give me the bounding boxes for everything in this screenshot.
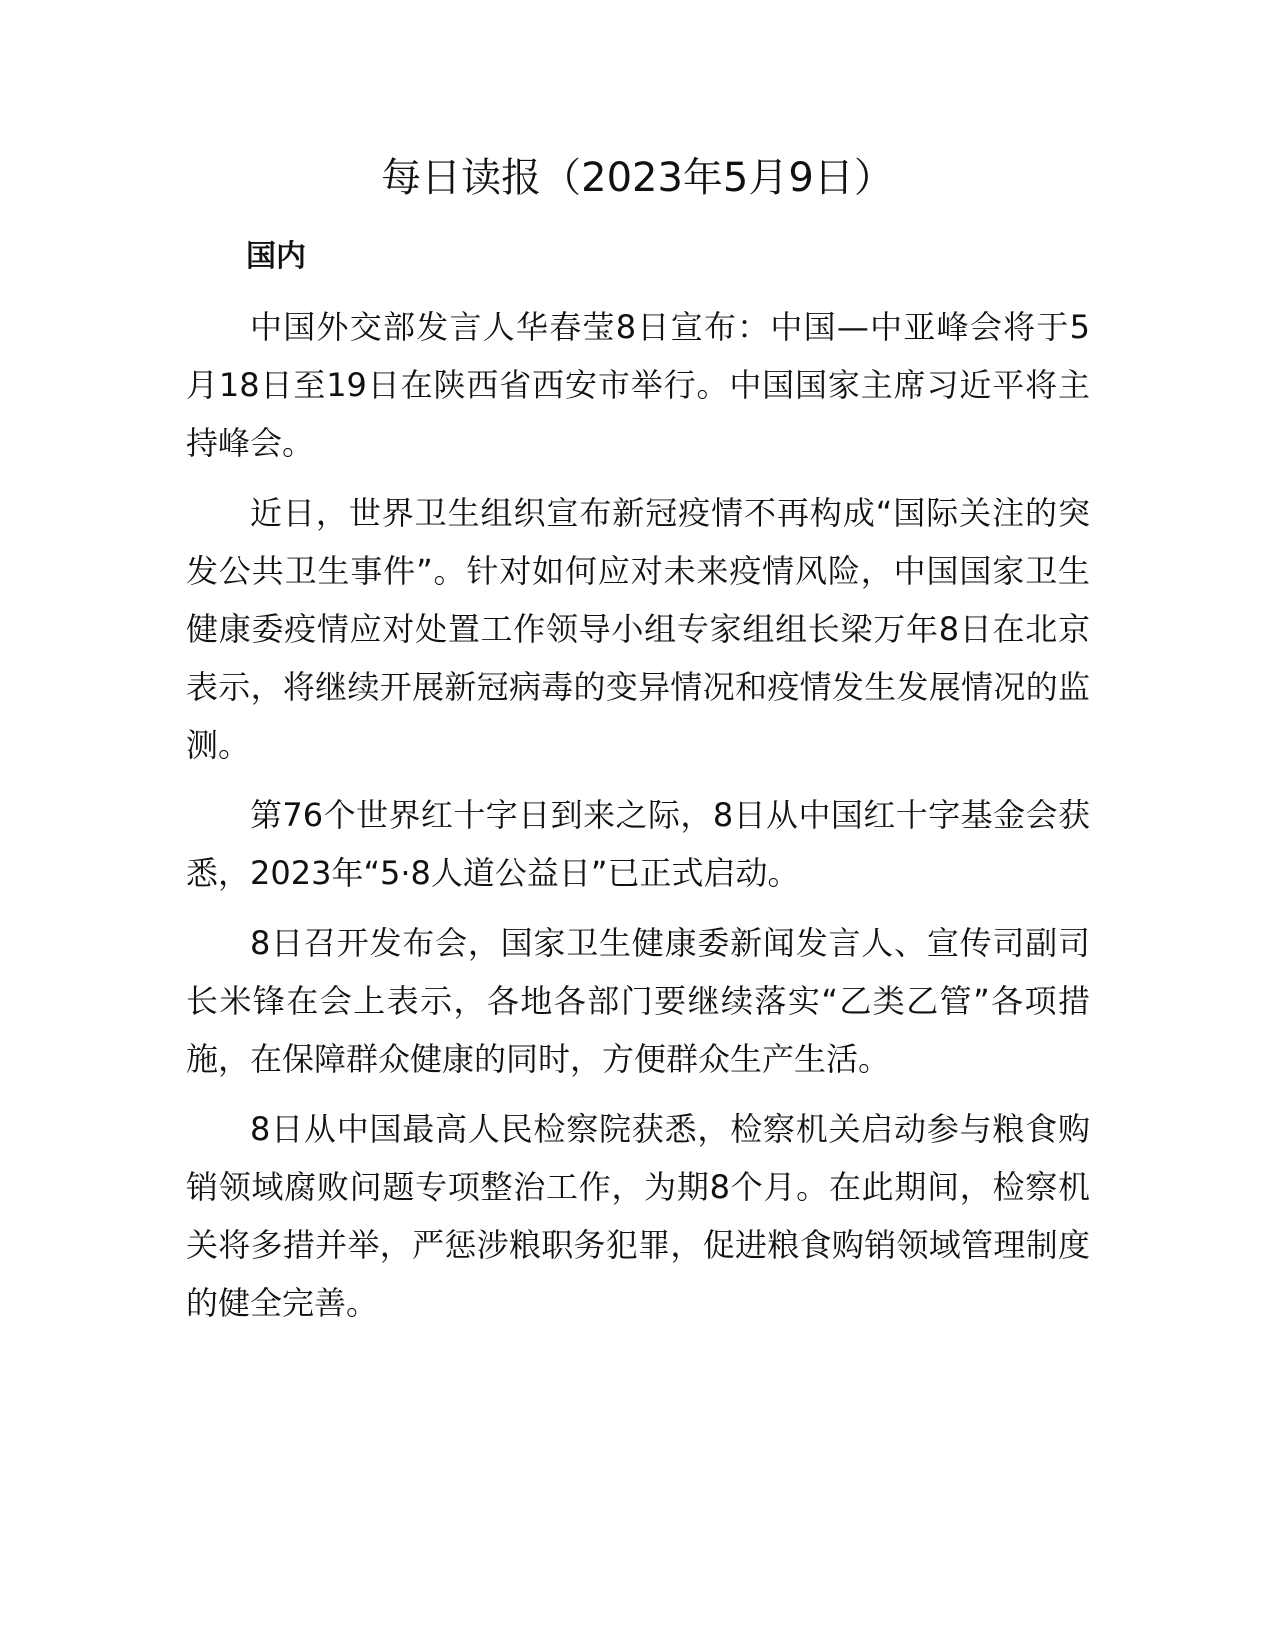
document-body [186, 228, 1090, 1344]
section-heading-domestic: 国内 [246, 239, 306, 274]
news-paragraph-summit: 中国外交部发言人华春莹8日宣布：中国—中亚峰会将于5月18日至19日在陕西省西安市举行。中国国家主席习近平将主持峰会。 [186, 308, 1090, 462]
document-title: 每日读报（2023年5月9日） [381, 155, 894, 201]
news-paragraph-procuratorate: 8日从中国最高人民检察院获悉，检察机关启动参与粮食购销领域腐败问题专项整治工作，为期8个月。在此期间，检察机关将多措并举，严惩涉粮职务犯罪，促进粮食购销领域管理制度的健全完善。 [186, 1110, 1090, 1322]
news-paragraph-covid: 近日，世界卫生组织宣布新冠疫情不再构成“国际关注的突发公共卫生事件”。针对如何应对未来疫情风险，中国国家卫生健康委疫情应对处置工作领导小组专家组组长梁万年8日在北京表示，将继续开展新冠病毒的变异情况和疫情发生发展情况的监测。 [186, 494, 1090, 764]
news-paragraph-red-cross: 第76个世界红十字日到来之际，8日从中国红十字基金会获悉，2023年“5·8人道公益日”已正式启动。 [186, 796, 1090, 892]
news-paragraph-press-conference: 8日召开发布会，国家卫生健康委新闻发言人、宣传司副司长米锋在会上表示，各地各部门要继续落实“乙类乙管”各项措施，在保障群众健康的同时，方便群众生产生活。 [186, 924, 1090, 1078]
